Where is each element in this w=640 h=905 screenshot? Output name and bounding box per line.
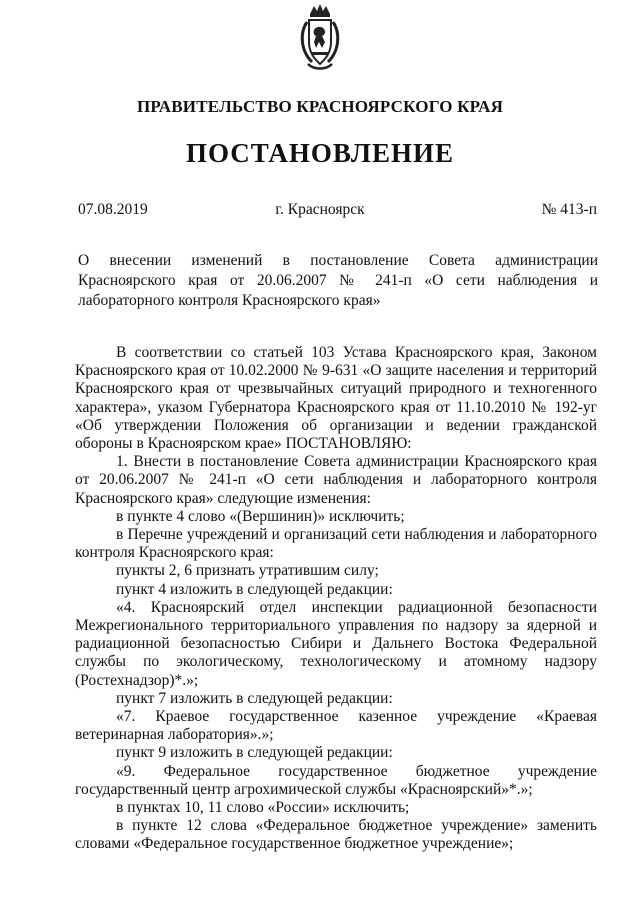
document-city: г. Красноярск xyxy=(275,201,365,218)
body-paragraph: в пункте 4 слово «(Вершинин)» исключить; xyxy=(116,507,405,525)
document-type-title: ПОСТАНОВЛЕНИЕ xyxy=(185,138,455,168)
body-paragraph: пункт 7 изложить в следующей редакции: xyxy=(116,689,393,707)
body-paragraph: пункты 2, 6 признать утратившим силу; xyxy=(116,562,379,580)
body-paragraph: в пункте 12 слова «Федеральное бюджетное учреждение» заменить словами «Федеральное государственное бюджетное учреждение»; xyxy=(75,817,597,853)
body-paragraph: 1. Внести в постановление Совета администрации Красноярского края от 20.06.2007 № 241-п «О сети наблюдения и лабораторного контроля Красноярского края» следующие изменения: xyxy=(75,453,597,507)
document-number: № 413-п xyxy=(541,201,597,218)
body-paragraph: пункт 4 изложить в следующей редакции: xyxy=(116,580,393,598)
body-paragraph: В соответствии со статьей 103 Устава Красноярского края, Законом Красноярского края от 10.02.2000 № 9-631 «О защите населения и территорий Красноярского края от чрезвычайных ситуаций природного и техногенного характера», указом Губернатора Красноярского края от 11.10.2010 № 192-уг «Об утверждении Положения об организации и ведении гражданской обороны в Красноярском крае» ПОСТАНОВЛЯЮ: xyxy=(75,344,597,453)
document-subject: О внесении изменений в постановление Совета администрации Красноярского края от 20.06.2007 № 241-п «О сети наблюдения и лабораторного контроля Красноярского края» xyxy=(78,252,598,309)
organization-name: ПРАВИТЕЛЬСТВО КРАСНОЯРСКОГО КРАЯ xyxy=(136,97,504,116)
body-paragraph: в пунктах 10, 11 слово «России» исключить; xyxy=(116,799,410,817)
document-date: 07.08.2019 xyxy=(78,201,148,218)
body-paragraph: «4. Красноярский отдел инспекции радиационной безопасности Межрегионального территориального управления по надзору за ядерной и радиационной безопасностью Сибири и Дальнего Востока Федеральной службы по экологическому, технологическому и атомному надзору (Ростехнадзор)*.»; xyxy=(75,598,597,689)
body-paragraph: «7. Краевое государственное казенное учреждение «Краевая ветеринарная лаборатория».»; xyxy=(75,708,597,744)
coat-of-arms-icon xyxy=(298,2,342,72)
body-paragraph: в Перечне учреждений и организаций сети наблюдения и лабораторного контроля Красноярского края: xyxy=(75,526,597,562)
document-body xyxy=(75,344,597,854)
body-paragraph: пункт 9 изложить в следующей редакции: xyxy=(116,744,393,762)
body-paragraph: «9. Федеральное государственное бюджетное учреждение государственный центр агрохимической службы «Красноярский»*.»; xyxy=(75,762,597,798)
